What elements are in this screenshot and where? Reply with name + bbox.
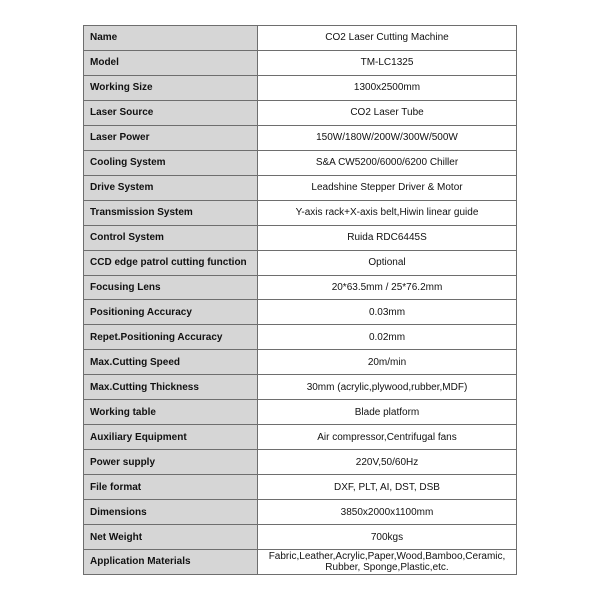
table-row [84, 151, 516, 176]
table-row [84, 51, 516, 76]
table-row [84, 126, 516, 151]
row-value-focusing-lens: 20*63.5mm / 25*76.2mm [331, 282, 443, 293]
table-row [84, 425, 516, 450]
table-row [84, 300, 516, 325]
table-row [84, 101, 516, 126]
row-label-model: Model [84, 51, 258, 75]
row-value-application-materials: Fabric,Leather,Acrylic,Paper,Wood,Bamboo,Ceramic, Rubber, Sponge,Plastic,etc. [268, 550, 506, 573]
row-value-working-size: 1300x2500mm [353, 82, 421, 94]
table-row [84, 251, 516, 276]
table-row [84, 276, 516, 301]
row-label-application-materials: Application Materials [84, 550, 258, 574]
row-value-power-supply: 220V,50/60Hz [355, 456, 419, 468]
table-row [84, 375, 516, 400]
row-label-max-cutting-speed: Max.Cutting Speed [84, 350, 258, 374]
spec-table [83, 25, 517, 575]
row-label-laser-power: Laser Power [84, 126, 258, 150]
row-value-max-cutting-thickness: 30mm (acrylic,plywood,rubber,MDF) [306, 381, 468, 393]
row-label-auxiliary-equipment: Auxiliary Equipment [84, 425, 258, 449]
row-label-dimensions: Dimensions [84, 500, 258, 524]
row-value-positioning-accuracy: 0.03mm [368, 306, 406, 318]
table-row [84, 226, 516, 251]
row-value-control-system: Ruida RDC6445S [347, 232, 427, 244]
row-label-focusing-lens: Focusing Lens [84, 276, 258, 300]
table-row [84, 76, 516, 101]
table-row [84, 500, 516, 525]
row-label-cooling-system: Cooling System [84, 151, 258, 175]
row-label-working-table: Working table [84, 400, 258, 424]
row-label-drive-system: Drive System [84, 176, 258, 200]
row-value-auxiliary-equipment: Air compressor,Centrifugal fans [317, 431, 457, 443]
row-value-file-format: DXF, PLT, AI, DST, DSB [334, 481, 440, 493]
table-row [84, 201, 516, 226]
table-row [84, 325, 516, 350]
row-value-repet-positioning-accuracy: 0.02mm [368, 331, 406, 343]
row-value-dimensions: 3850x2000x1100mm [340, 506, 434, 518]
row-label-repet-positioning-accuracy: Repet.Positioning Accuracy [84, 325, 258, 349]
row-value-transmission-system: Y-axis rack+X-axis belt,Hiwin linear guide [295, 207, 479, 219]
table-row [84, 400, 516, 425]
row-value-ccd-edge: Optional [368, 257, 406, 269]
row-label-net-weight: Net Weight [84, 525, 258, 549]
row-value-working-table: Blade platform [354, 406, 420, 418]
row-value-max-cutting-speed: 20m/min [367, 356, 407, 368]
row-label-working-size: Working Size [84, 76, 258, 100]
row-label-name: Name [84, 26, 258, 50]
row-value-name: CO2 Laser Cutting Machine [325, 32, 449, 44]
table-row [84, 176, 516, 201]
row-label-file-format: File format [84, 475, 258, 499]
table-row [84, 350, 516, 375]
row-label-ccd-edge: CCD edge patrol cutting function [84, 251, 258, 275]
table-row [84, 550, 516, 574]
row-label-max-cutting-thickness: Max.Cutting Thickness [84, 375, 258, 399]
table-row [84, 475, 516, 500]
row-value-laser-power: 150W/180W/200W/300W/500W [316, 132, 458, 144]
row-value-drive-system: Leadshine Stepper Driver & Motor [311, 182, 463, 194]
table-row [84, 450, 516, 475]
table-row [84, 525, 516, 550]
row-value-net-weight: 700kgs [370, 531, 404, 543]
row-value-laser-source: CO2 Laser Tube [350, 107, 424, 119]
row-label-control-system: Control System [84, 226, 258, 250]
row-label-power-supply: Power supply [84, 450, 258, 474]
row-value-model: TM-LC1325 [360, 57, 414, 69]
row-label-laser-source: Laser Source [84, 101, 258, 125]
row-label-transmission-system: Transmission System [84, 201, 258, 225]
row-label-positioning-accuracy: Positioning Accuracy [84, 300, 258, 324]
row-value-cooling-system: S&A CW5200/6000/6200 Chiller [315, 157, 459, 169]
table-row [84, 26, 516, 51]
